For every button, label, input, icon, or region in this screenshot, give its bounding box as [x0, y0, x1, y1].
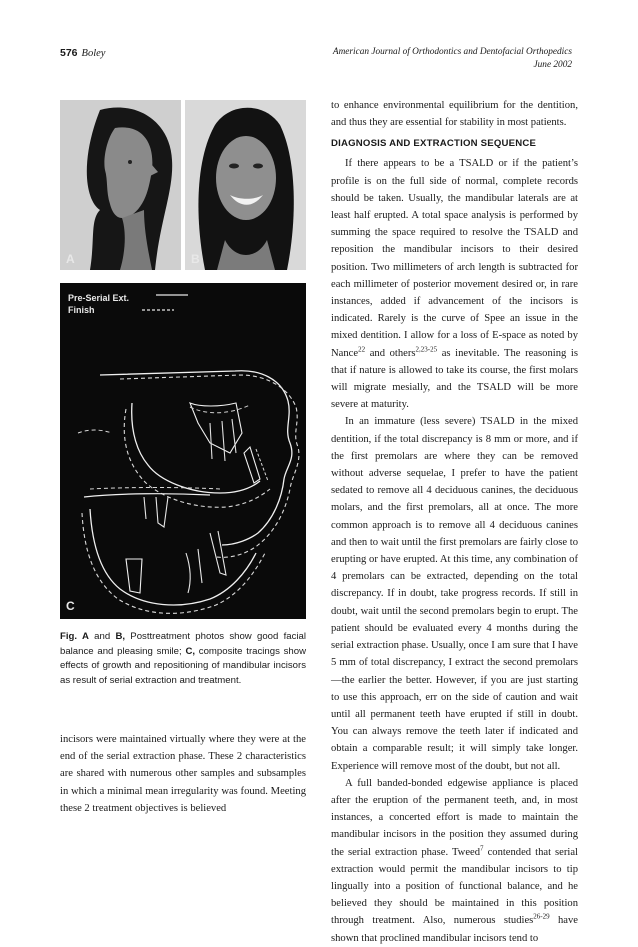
p1-text-b: and others: [365, 347, 416, 359]
running-header-left: [60, 47, 105, 59]
paragraph-appliance: [331, 775, 578, 947]
left-column-text: incisors were maintained virtually where they were at the end of the serial extraction phase. These 2 characteristics are shared with numerous other samples and subsamples in which a minimal mean irregularity was found. Meeting these 2 treatment objectives is believed: [60, 734, 306, 814]
caption-and: and: [94, 631, 111, 642]
p3-text-b: contended that serial extraction would permit the mandibular incisors to tip lingually into a position of functional balance, and he believed they should be maintained in this position through treatment. Also, numerous studies: [331, 846, 578, 927]
p3-text-a: A full banded-bonded edgewise appliance is placed after the eruption of the permanent teeth, and, in most instances, a concerted effort is made to maintain the mandibular incisors in the position they assumed during the serial extraction phase. Tweed: [331, 777, 578, 858]
journal-title: American Journal of Orthodontics and Dentofacial Orthopedics: [332, 47, 572, 57]
p1-ref-2: 2,23-25: [415, 345, 438, 354]
p3-ref-2: 26-29: [533, 912, 550, 921]
figure-photo-frontal: [185, 100, 306, 270]
author-name: Boley: [81, 48, 106, 59]
right-column: [331, 97, 578, 947]
caption-text-1: Posttreatment photos show good facial balance and pleasing smile;: [60, 631, 306, 657]
figure-caption: [60, 630, 306, 688]
p3-text-c: have shown that proclined mandibular incisors tend to: [331, 915, 578, 944]
paragraph-diagnosis: [331, 155, 578, 413]
profile-photo-image: [60, 100, 181, 270]
caption-c-label: C,: [185, 645, 196, 657]
panel-label-a: A: [66, 252, 75, 266]
panel-label-c: C: [66, 599, 75, 613]
p1-text-a: If there appears to be a TSALD or if the patient’s profile is on the full side of normal, complete records should be taken. Usually, the mandibular laterals are at least half erupted. A total space analysis is performed by summing the space required to resolve the TSALD and reposition the mandibular incisors to their desired position. Two millimeters of arch length is subtracted for each millimeter of posterior movement desired or, in rare instances, added if advancement of the incisors is indicated. Rarely is the curve of Spee an issue in the mixed dentition. I allow for a loss of E-space as noted by Nance: [331, 158, 578, 359]
p3-ref-1: 7: [480, 844, 484, 852]
frontal-photo-image: [185, 100, 306, 270]
page-number: 576: [60, 47, 78, 59]
paragraph-immature-tsald: In an immature (less severe) TSALD in the mixed dentition, if the total discrepancy is 8 mm or more, and if the first premolars are where they can be removed without adverse sequelae, I prefer to have the patient sedated to remove all 4 deciduous canines, the deciduous molars, and the first premolars, all at once. The more common approach is to remove all 4 deciduous canines and then to wait until the first premolars are fairly close to erupting or have erupted. At this time, any combination of 4 premolars can be extracted, depending on the total discrepancy. If in doubt, take progress records. If still in doubt, wait until the second premolars begin to erupt. The patient should be evaluated every 4 months during the serial extraction phase. Usually, once I am sure that I have 5 mm of total discrepancy, I extract the second premolars—the earlier the better. However, if you are just starting to use this approach, err on the side of caution and wait until all permanent teeth have erupted if still in doubt. You can always remove the teeth later if indicated and obtain a comparable result; it will simply take longer. Experience will remove most of the doubt, but not all.: [331, 416, 578, 772]
p1-text-c: as inevitable. The reasoning is that if nature is allowed to take its course, the first molars will migrate mesially, and the TSALD will be more severe at maturity.: [331, 347, 578, 411]
caption-text-2: composite tracings show effects of growth and repositioning of mandibular incisors as result of serial extraction and treatment.: [60, 645, 307, 686]
figure-photo-profile: [60, 100, 181, 270]
tracing-legend-pre: Pre-Serial Ext.: [68, 293, 130, 303]
issue-date: June 2002: [533, 60, 572, 70]
figure-tracing-composite: [60, 283, 306, 619]
paragraph-continuation: to enhance environmental equilibrium for the dentition, and thus they are essential for stability in most patients.: [331, 100, 578, 129]
tracing-legend-finish: Finish: [68, 305, 95, 315]
panel-label-b: B: [191, 252, 200, 266]
section-heading: DIAGNOSIS AND EXTRACTION SEQUENCE: [331, 138, 537, 150]
caption-b-label: B,: [115, 631, 126, 642]
caption-fig-label: Fig. A: [60, 631, 89, 642]
cephalometric-tracing-image: [60, 283, 306, 619]
running-header-right: [272, 46, 572, 72]
p1-ref-1: 22: [358, 345, 366, 354]
